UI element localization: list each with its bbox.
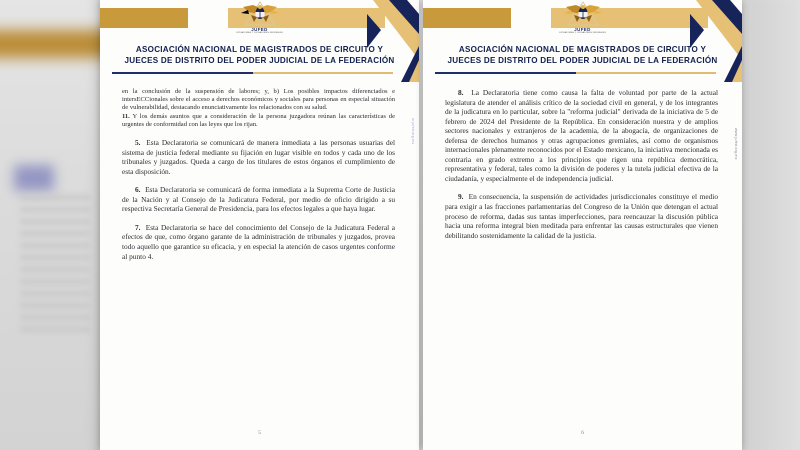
page-folio-number: 6 bbox=[581, 430, 584, 436]
emblem-acronym: JUFED bbox=[574, 26, 591, 32]
header-gold-bar-left bbox=[423, 8, 511, 28]
header-divider-rule bbox=[112, 72, 393, 74]
paragraph-number: 6. bbox=[135, 185, 141, 195]
emblem-acronym: JUFED bbox=[251, 26, 268, 32]
association-title bbox=[100, 44, 419, 67]
paragraph-item-11 bbox=[122, 113, 395, 129]
eagle-emblem-icon bbox=[560, 1, 606, 27]
jufed-emblem bbox=[231, 1, 289, 34]
page-6-body bbox=[423, 82, 742, 240]
document-page-5[interactable] bbox=[100, 0, 419, 450]
paragraph-item-8 bbox=[445, 88, 718, 183]
document-page-6[interactable] bbox=[423, 0, 742, 450]
paragraph-text: Y los demás asuntos que a consideración de la persona juzgadora reúnan las características de urgentes de conformidad con las leyes que los rijan. bbox=[122, 113, 395, 129]
paragraph-item-9 bbox=[445, 192, 718, 240]
association-title-line1: ASOCIACIÓN NACIONAL DE MAGISTRADOS DE CIRCUITO Y bbox=[135, 45, 384, 54]
paragraph-number: 9. bbox=[458, 192, 464, 202]
paragraph-item-6 bbox=[122, 185, 395, 214]
eagle-emblem-icon bbox=[237, 1, 283, 27]
paragraph-item-7 bbox=[122, 223, 395, 261]
association-title-line2: JUECES DE DISTRITO DEL PODER JUDICIAL DE LA FEDERACIÓN bbox=[447, 56, 718, 66]
page-header bbox=[423, 0, 742, 82]
page-header bbox=[100, 0, 419, 82]
emblem-subtitle: JUZGADORAS Y JUZGADORES FEDERALES bbox=[558, 32, 607, 35]
association-title-line1: ASOCIACIÓN NACIONAL DE MAGISTRADOS DE CIRCUITO Y bbox=[458, 45, 707, 54]
paragraph-number: 7. bbox=[135, 222, 141, 232]
paragraph-number: 8. bbox=[458, 88, 464, 97]
paragraph-continuation: en la conclusión de la suspensión de labores; y, b) Los posibles impactos diferenciados e intersECCionales sobre el acceso a derechos económicos y sociales para personas en especial situación de vulnerabilidad, destacando enunciativamente los relacionados con su salud. bbox=[122, 88, 395, 111]
paragraph-text: Esta Declaratoria se hace del conocimiento del Consejo de la Judicatura Federal a efectos de que, como órgano garante de la administración de tribunales y juzgados, provea todo aquello que garantice su eficacia, y en especial la atención de casos urgentes conforme al punto 4. bbox=[122, 222, 395, 261]
paragraph-text: Esta Declaratoria se comunicará de manera inmediata a las personas usuarias del sistema de justicia federal mediante su fijación en lugar visible en todos y cada uno de los tribunales y juzgados. Queda a cargo de los titulares de estos órganos el cumplimiento de esta disposición. bbox=[122, 138, 396, 176]
association-title bbox=[423, 44, 742, 67]
page-watermark: www.jufed.org.mx bbox=[734, 128, 738, 160]
paragraph-text: La Declaratoria tiene como causa la falta de voluntad por parte de la actual legislatura de atender el análisis crítico de la sociedad civil en general, y de los integrantes de la judicatura en lo particular, sobre la "reforma judicial" derivada de la iniciativa de 5 de febrero de 2024 del Presidente de la República. En consideración nuestra y de amplios sectores nacionales y extranjeros de la academia, de la abogacía, de organizaciones de defensa de derechos humanos y otras agrupaciones gremiales, así como de organismos internacionales plenamente reconocidos por el Estado mexicano, la iniciativa mencionada es contraria en grado extremo a los principios que rigen una república democrática, representativa y federal, tales como la división de poderes y la tutela judicial efectiva de la ciudadanía, y especialmente el de independencia judicial. bbox=[445, 88, 718, 183]
emblem-subtitle: JUZGADORAS Y JUZGADORES FEDERALES bbox=[235, 32, 284, 35]
page-folio-number: 5 bbox=[258, 430, 261, 436]
paragraph-text: Esta Declaratoria se comunicará de forma inmediata a la Suprema Corte de Justicia de la Nación y al Consejo de la Judicatura Federal, por medio de oficio dirigido a su respectiva Secretaría General de Presidencia, para los efectos legales a que haya lugar. bbox=[122, 185, 395, 214]
paragraph-number: 5. bbox=[135, 138, 141, 148]
paragraph-text: En consecuencia, la suspensión de actividades jurisdiccionales constituye el medio para exigir a las fracciones parlamentarias del Congreso de la Unión que detengan el actual proceso de reforma, dadas sus tantas imperfecciones, para reencauzar la discusión pública hacia una reforma integral bien meditada para enfrentar las causas estructurales que vienen debilitando sostenidamente la calidad de la justicia. bbox=[445, 192, 718, 240]
page-watermark: w-jufed.org.mx bbox=[411, 118, 415, 145]
header-chevron-decoration bbox=[690, 0, 742, 82]
paragraph-item-5 bbox=[122, 138, 395, 176]
header-chevron-decoration bbox=[367, 0, 419, 82]
association-title-line2: JUECES DE DISTRITO DEL PODER JUDICIAL DE LA FEDERACIÓN bbox=[124, 56, 395, 66]
header-gold-bar-left bbox=[100, 8, 188, 28]
page-5-body bbox=[100, 82, 419, 261]
header-divider-rule bbox=[435, 72, 716, 74]
jufed-emblem bbox=[554, 1, 612, 34]
paragraph-number: 11. bbox=[122, 113, 130, 121]
